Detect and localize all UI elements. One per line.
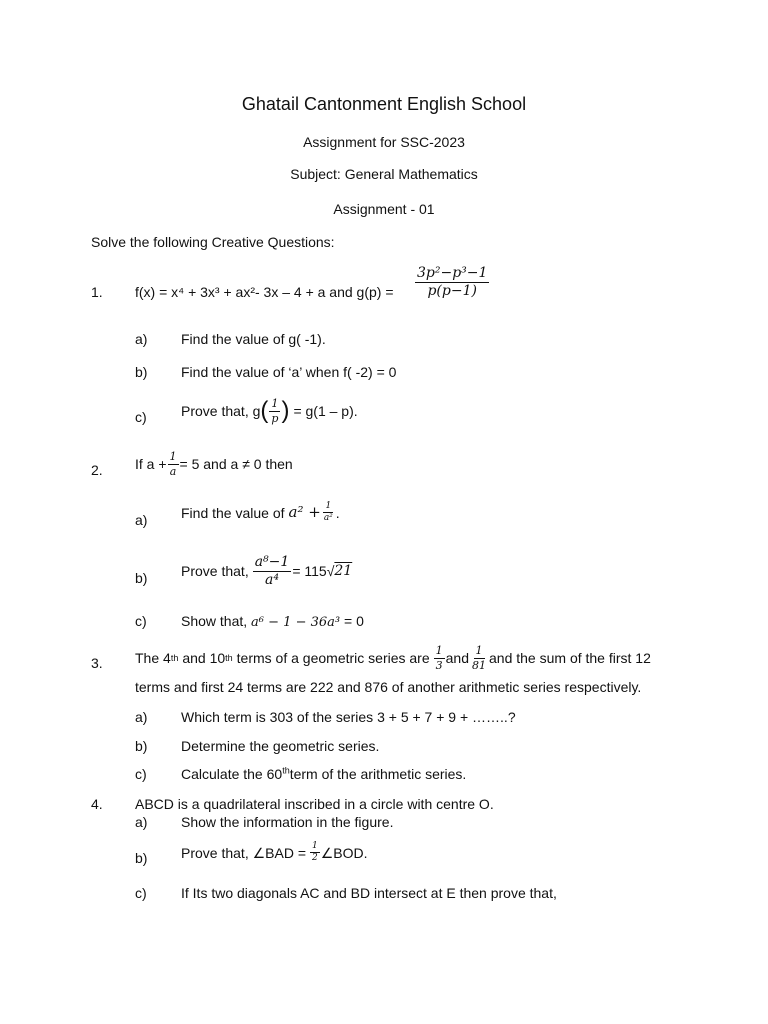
q3-part2: and 10 bbox=[182, 650, 226, 667]
sqrt-icon: √ bbox=[326, 563, 335, 580]
q1a-label: a) bbox=[135, 331, 148, 347]
q4c-text: If Its two diagonals AC and BD intersect at E then prove that, bbox=[181, 885, 557, 901]
q2-suffix: = 5 and a ≠ 0 then bbox=[179, 456, 293, 473]
q3-frac1-den: 3 bbox=[435, 658, 443, 672]
q1b-text: Find the value of ‘a’ when f( -2) = 0 bbox=[181, 364, 397, 380]
q4-number: 4. bbox=[91, 796, 103, 812]
q2c-expression: a⁶ − 1 − 36a³ bbox=[251, 615, 341, 630]
q2-numerator: 1 bbox=[169, 450, 177, 463]
q3-part1: The 4 bbox=[135, 650, 171, 667]
q3c-text bbox=[181, 767, 466, 781]
q2b-numerator: a⁸−1 bbox=[254, 554, 290, 570]
q1c-suffix: = g(1 – p). bbox=[293, 403, 358, 420]
q3c-label: c) bbox=[135, 766, 147, 782]
q3a-text: Which term is 303 of the series 3 + 5 + 7 + 9 + ……..? bbox=[181, 709, 516, 725]
q1a-text: Find the value of g( -1). bbox=[181, 331, 326, 347]
q2a-numerator: 1 bbox=[323, 502, 333, 513]
q4a-label: a) bbox=[135, 814, 148, 830]
instruction: Solve the following Creative Questions: bbox=[91, 234, 335, 250]
assignment-number: Assignment - 01 bbox=[333, 201, 435, 217]
q2a-expression: a² + bbox=[288, 503, 321, 522]
q2-statement bbox=[135, 451, 293, 477]
q2a-text bbox=[181, 502, 340, 524]
q2b-suffix: = 115 bbox=[292, 563, 327, 580]
q1-gp-numerator: 3p²−p³−1 bbox=[417, 265, 488, 281]
school-name: Ghatail Cantonment English School bbox=[241, 94, 527, 114]
q2a-denominator: a² bbox=[323, 513, 333, 524]
q3-part3: terms of a geometric series are bbox=[236, 650, 430, 667]
q2b-radicand: 21 bbox=[334, 563, 353, 580]
q2-prefix: If a + bbox=[135, 456, 167, 473]
q2c-suffix: = 0 bbox=[344, 613, 364, 629]
q3-frac1-num: 1 bbox=[435, 644, 443, 657]
q2c-text bbox=[181, 614, 364, 629]
q1c-text: Prove that, g ( $\frac{1}{p}$ ) = g(1 – p). bbox=[181, 397, 358, 425]
q2a-label: a) bbox=[135, 512, 148, 528]
q1-gp-denominator: p(p−1) bbox=[427, 282, 477, 299]
q2-number: 2. bbox=[91, 462, 103, 478]
q4b-suffix: ∠BOD. bbox=[320, 844, 368, 861]
q2b-text bbox=[181, 555, 352, 587]
q3-line2: terms and first 24 terms are 222 and 876 of another arithmetic series respectively. bbox=[135, 679, 642, 695]
q2b-denominator: a⁴ bbox=[265, 571, 279, 588]
q4b-denominator: 2 bbox=[312, 853, 318, 864]
q3a-label: a) bbox=[135, 709, 148, 725]
subject: Subject: General Mathematics bbox=[290, 166, 478, 182]
q1c-numerator: 1 bbox=[271, 397, 279, 410]
q1c-prefix: Prove that, g bbox=[181, 403, 261, 420]
q3-number: 3. bbox=[91, 655, 103, 671]
q4b-prefix: Prove that, ∠BAD = bbox=[181, 844, 306, 861]
q1c-denominator: p bbox=[271, 411, 279, 425]
q3-part4: and the sum of the first 12 bbox=[489, 650, 651, 667]
assignment-for: Assignment for SSC-2023 bbox=[303, 134, 465, 150]
q2b-prefix: Prove that, bbox=[181, 563, 249, 580]
q1b-label: b) bbox=[135, 364, 148, 380]
q4c-label: c) bbox=[135, 885, 147, 901]
q1-gp-fraction bbox=[414, 266, 490, 298]
q1c-label: c) bbox=[135, 409, 147, 425]
q3c-sup: th bbox=[282, 765, 290, 776]
q2a-end: . bbox=[335, 504, 340, 521]
q4-statement: ABCD is a quadrilateral inscribed in a circle with centre O. bbox=[135, 796, 494, 812]
q3-frac2-den: 81 bbox=[472, 658, 486, 672]
q1-statement: f(x) = x⁴ + 3x³ + ax²- 3x – 4 + a and g(p) = bbox=[135, 284, 394, 300]
q3c-prefix: Calculate the 60 bbox=[181, 766, 283, 782]
q4b-label: b) bbox=[135, 850, 148, 866]
q2b-label: b) bbox=[135, 570, 148, 586]
q4b-numerator: 1 bbox=[310, 842, 320, 853]
q3b-label: b) bbox=[135, 738, 148, 754]
q2a-prefix: Find the value of bbox=[181, 504, 285, 521]
q2-denominator: a bbox=[169, 464, 177, 478]
q2c-prefix: Show that, bbox=[181, 613, 248, 629]
q4b-text bbox=[181, 842, 368, 864]
q3-and: and bbox=[445, 650, 469, 667]
q3-line1: The 4 th and 10 th terms of a geometric series are $\frac{1}{3}$ and $\frac{1}{81}$ and the sum of the first 12 bbox=[135, 644, 651, 672]
q4a-text: Show the information in the figure. bbox=[181, 814, 394, 830]
q3c-suffix: term of the arithmetic series. bbox=[289, 766, 467, 782]
q1-number: 1. bbox=[91, 284, 103, 300]
q2c-label: c) bbox=[135, 613, 147, 629]
q3b-text: Determine the geometric series. bbox=[181, 738, 380, 754]
q3-frac2-num: 1 bbox=[475, 644, 483, 657]
